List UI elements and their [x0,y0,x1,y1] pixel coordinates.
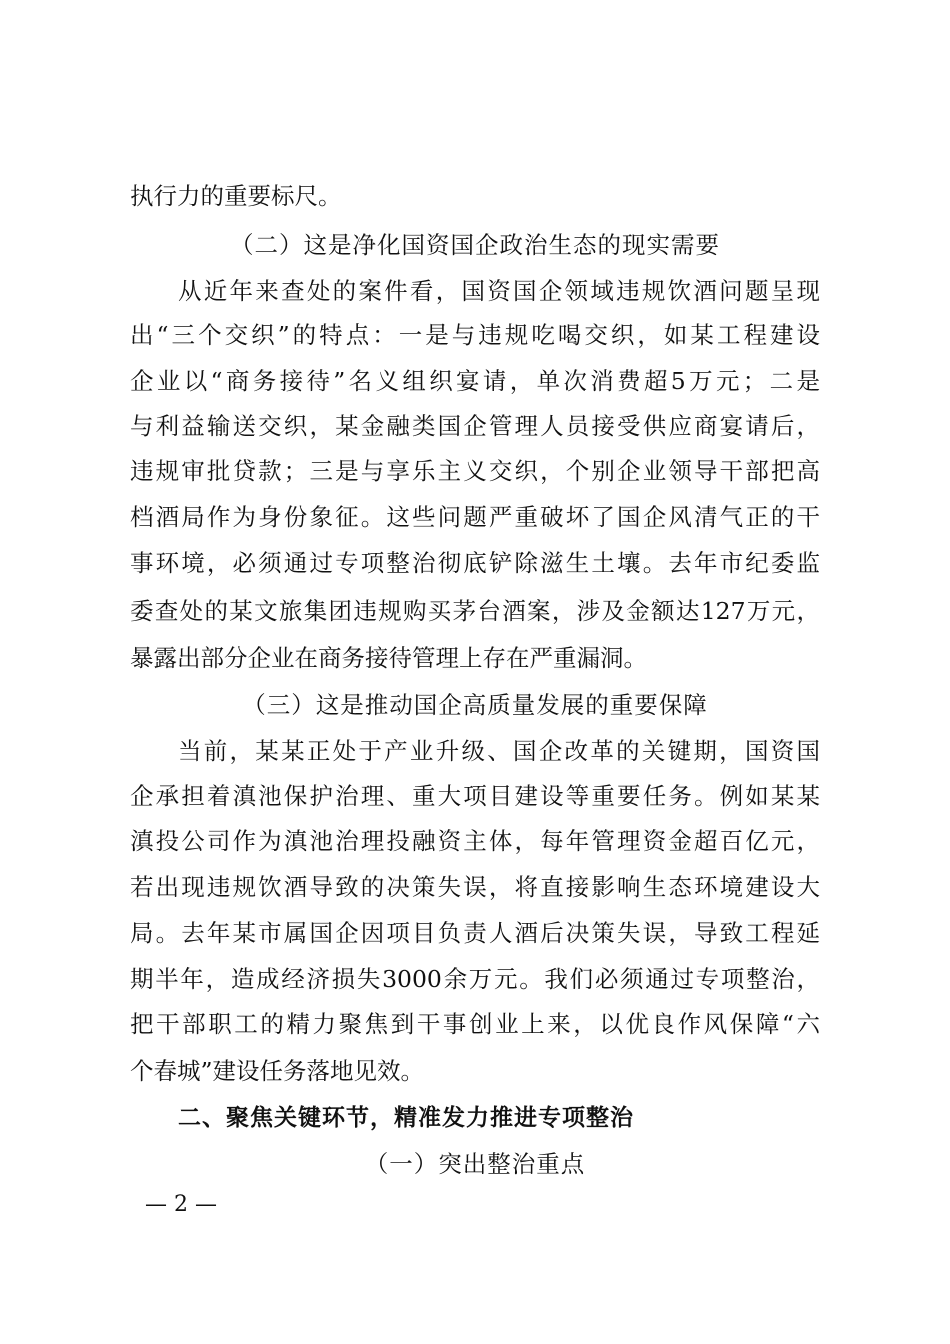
section-heading-3: （三）这是推动国企高质量发展的重要保障 [242,691,708,719]
paragraph-line: 滇投公司作为滇池治理投融资主体，每年管理资金超百亿元， [130,827,820,855]
paragraph-line: 暴露出部分企业在商务接待管理上存在严重漏洞。 [130,644,647,672]
subsection-heading: （一）突出整治重点 [364,1150,586,1178]
paragraph-line: 企业以“商务接待”名义组织宴请，单次消费超5万元；二是 [130,367,820,395]
paragraph-line: 执行力的重要标尺。 [130,182,342,210]
paragraph-line: 事环境，必须通过专项整治彻底铲除滋生土壤。去年市纪委监 [130,549,820,577]
paragraph-line: 委查处的某文旅集团违规购买茅台酒案，涉及金额达127万元， [130,597,820,625]
chapter-heading: 二、聚焦关键环节，精准发力推进专项整治 [178,1105,634,1131]
paragraph-line: 从近年来查处的案件看，国资国企领域违规饮酒问题呈现 [178,277,820,305]
paragraph-line: 与利益输送交织，某金融类国企管理人员接受供应商宴请后， [130,412,820,440]
paragraph-line: 违规审批贷款；三是与享乐主义交织，个别企业领导干部把高 [130,457,820,485]
section-heading-2: （二）这是净化国资国企政治生态的现实需要 [230,231,720,259]
page-number: — 2 — [145,1192,217,1217]
paragraph-line: 出“三个交织”的特点：一是与违规吃喝交织，如某工程建设 [130,321,820,349]
paragraph-line: 局。去年某市属国企因项目负责人酒后决策失误，导致工程延 [130,919,820,947]
paragraph-line: 若出现违规饮酒导致的决策失误，将直接影响生态环境建设大 [130,873,820,901]
paragraph-line: 把干部职工的精力聚焦到干事创业上来，以优良作风保障“六 [130,1010,820,1038]
paragraph-line: 个春城”建设任务落地见效。 [130,1057,425,1085]
paragraph-line: 当前，某某正处于产业升级、国企改革的关键期，国资国 [178,737,820,765]
paragraph-line: 档酒局作为身份象征。这些问题严重破坏了国企风清气正的干 [130,503,820,531]
paragraph-line: 企承担着滇池保护治理、重大项目建设等重要任务。例如某某 [130,782,820,810]
paragraph-line: 期半年，造成经济损失3000余万元。我们必须通过专项整治， [130,965,820,993]
